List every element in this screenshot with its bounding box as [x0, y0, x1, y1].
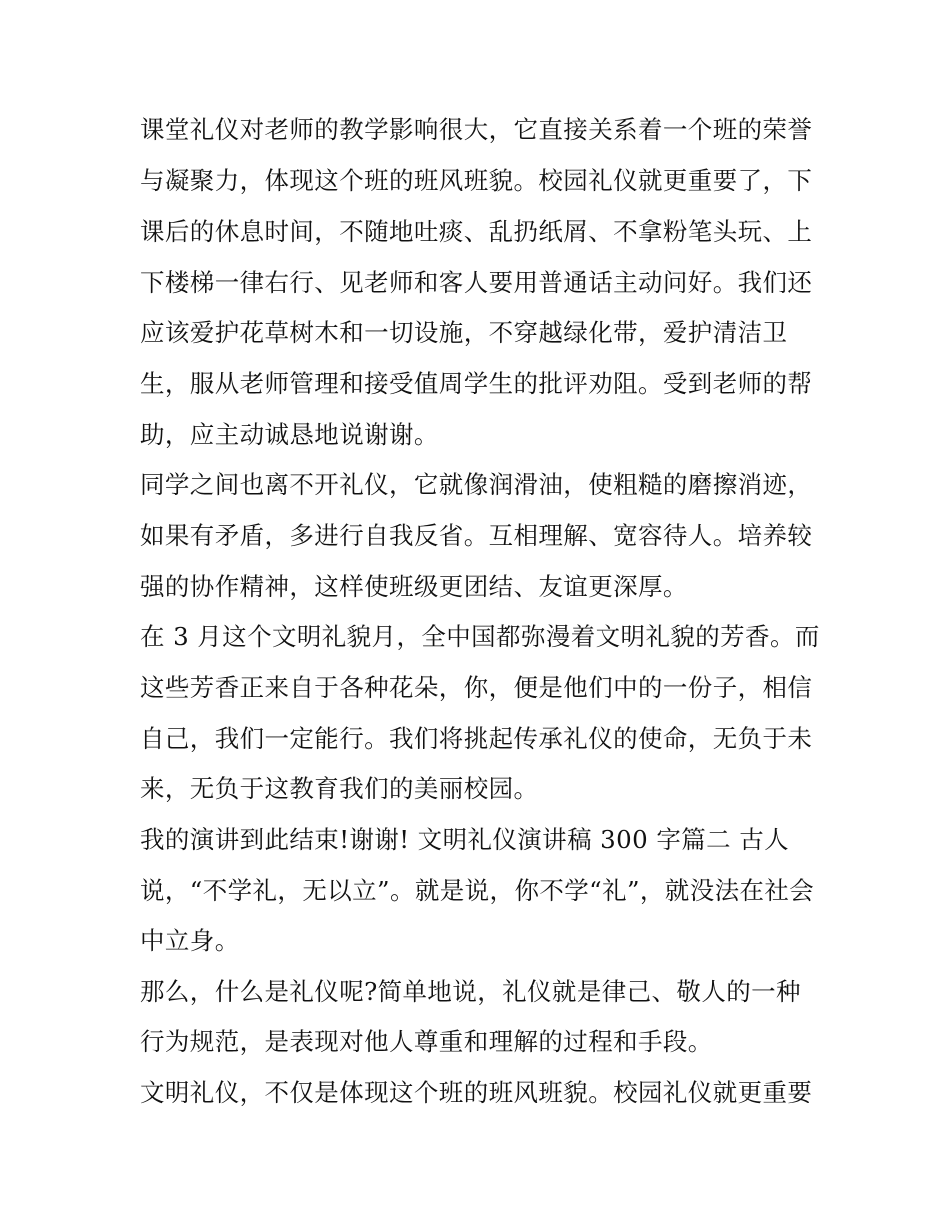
text-line-4: 下楼梯一律右行、见老师和客人要用普通话主动问好。我们还: [140, 268, 813, 297]
text-line-9: 如果有矛盾，多进行自我反省。互相理解、宽容待人。培养较: [140, 521, 813, 550]
text-line-19: 行为规范，是表现对他人尊重和理解的过程和手段。: [140, 1027, 713, 1056]
text-line-2: 与凝聚力，体现这个班的班风班貌。校园礼仪就更重要了，下: [140, 166, 813, 195]
text-line-17: 中立身。: [140, 926, 240, 955]
text-line-15: 我的演讲到此结束!谢谢! 文明礼仪演讲稿 300 字篇二 古人: [140, 825, 790, 854]
text-line-5: 应该爱护花草树木和一切设施，不穿越绿化带，爱护清洁卫: [140, 318, 788, 347]
text-line-6: 生，服从老师管理和接受值周学生的批评劝阻。受到老师的帮: [140, 369, 813, 398]
text-line-20: 文明礼仪，不仅是体现这个班的班风班貌。校园礼仪就更重要: [140, 1078, 813, 1107]
text-line-13: 自己，我们一定能行。我们将挑起传承礼仪的使命，无负于未: [140, 724, 813, 753]
text-line-11: 在 3 月这个文明礼貌月，全中国都弥漫着文明礼貌的芳香。而: [140, 622, 820, 651]
text-line-14: 来，无负于这教育我们的美丽校园。: [140, 774, 539, 803]
text-line-3: 课后的休息时间，不随地吐痰、乱扔纸屑、不拿粉笔头玩、上: [140, 217, 813, 246]
text-line-18: 那么，什么是礼仪呢?简单地说，礼仪就是律己、敬人的一种: [140, 977, 801, 1006]
text-line-12: 这些芳香正来自于各种花朵，你，便是他们中的一份子，相信: [140, 673, 813, 702]
text-line-8: 同学之间也离不开礼仪，它就像润滑油，使粗糙的磨擦消迹，: [140, 470, 813, 499]
text-line-10: 强的协作精神，这样使班级更团结、友谊更深厚。: [140, 572, 688, 601]
text-line-7: 助，应主动诚恳地说谢谢。: [140, 420, 439, 449]
text-line-16: 说，“不学礼，无以立”。就是说，你不学“礼”，就没法在社会: [140, 876, 815, 905]
text-line-1: 课堂礼仪对老师的教学影响很大，它直接关系着一个班的荣誉: [140, 115, 813, 144]
